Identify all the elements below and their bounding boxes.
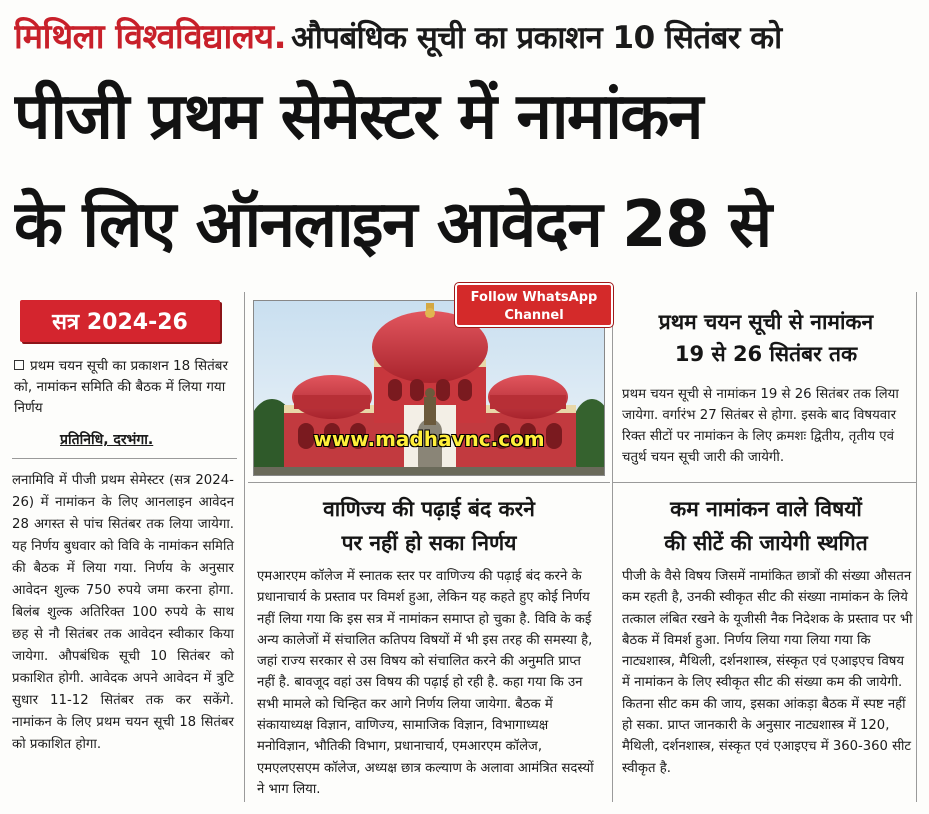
right-top-headline-line-1: प्रथम चयन सूची से नामांकन <box>658 310 874 334</box>
whatsapp-badge-line-1: Follow WhatsApp <box>470 290 598 305</box>
bullet-square-icon <box>14 360 24 370</box>
kicker-subline: औपबंधिक सूची का प्रकाशन 10 सितंबर को <box>291 20 782 56</box>
right-top-headline-line-2: 19 से 26 सितंबर तक <box>674 342 858 366</box>
headline-line-1: पीजी प्रथम सेमेस्टर में नामांकन <box>14 80 702 154</box>
column-divider <box>244 292 245 802</box>
middle-body: एमआरएम कॉलेज में स्नातक स्तर पर वाणिज्य की पढ़ाई बंद करने के प्रधानाचार्य के प्रस्ताव पर विमर्श हुआ, लेकिन यह कहते हुए कोई निर्णय नहीं लिया गया कि इस सत्र में नामांकन समाप्त हो चुका है. विवि के कई अन्य कालेजों में संचालित कतिपय विषयों में भी इस तरह की समस्या है, जहां राज्य सरकार से उस विषय को संचालित करने की अनुमति प्राप्त नहीं है. बावजूद वहां उस विषय की पढ़ाई हो रही है. कहा गया कि उन सभी मामले को चिन्हित कर आगे निर्णय लिया जायेगा. बैठक में संकायाध्यक्ष विज्ञान, वाणिज्य, सामाजिक विज्ञान, विभागाध्यक्ष मनोविज्ञान, भौतिकी विभाग, प्रधानाचार्य, एमआरएम कॉलेज, एमएलएसएम कॉलेज, अध्यक्ष छात्र कल्याण के अलावा आमंत्रित सदस्यों ने भाग लिया. <box>257 569 594 797</box>
highlight-brief <box>14 356 229 419</box>
whatsapp-badge-line-2: Channel <box>504 308 564 323</box>
main-story-body: लनामिवि में पीजी प्रथम सेमेस्टर (सत्र 2024-26) में नामांकन के लिए आनलाइन आवेदन 28 अगस्त से पांच सितंबर तक लिया जायेगा. यह निर्णय बुधवार को विवि के नामांकन समिति की बैठक में लिया गया. निर्णय के अनुसार आवेदन शुल्क 750 रुपये जमा करना होगा. बिलंब शुल्क अतिरिक्त 100 रुपये के साथ छह से नौ सितंबर तक आवेदन स्वीकार किया जायेगा. औपबंधिक सूची 10 सितंबर को प्रकाशित होगी. आवेदक अपने आवेदन में त्रुटि सुधार 11-12 सितंबर तक कर सकेंगे. नामांकन के लिए प्रथम चयन सूची 18 सितंबर को प्रकाशित होगा. <box>12 473 234 752</box>
section-divider <box>612 482 917 483</box>
website-watermark: www.madhavnc.com <box>313 427 545 451</box>
right-bottom-headline-line-1: कम नामांकन वाले विषयों <box>670 497 862 521</box>
kicker-university: मिथिला विश्वविद्यालय. <box>14 17 287 57</box>
byline: प्रतिनिधि, दरभंगा. <box>60 432 154 448</box>
kicker-line <box>14 12 914 72</box>
section-divider <box>248 482 610 483</box>
right-bottom-headline <box>618 492 914 560</box>
session-badge: सत्र 2024-26 <box>20 300 220 342</box>
middle-headline-line-1: वाणिज्य की पढ़ाई बंद करने <box>323 497 535 521</box>
middle-headline-line-2: पर नहीं हो सका निर्णय <box>341 531 517 555</box>
brief-text: प्रथम चयन सूची का प्रकाशन 18 सितंबर को, नामांकन समिति की बैठक में लिया गया निर्णय <box>14 358 229 416</box>
middle-headline <box>253 492 605 560</box>
right-top-body: प्रथम चयन सूची से नामांकन 19 से 26 सितंबर तक लिया जायेगा. वर्गारंभ 27 सितंबर से होगा. इसके बाद विषयवार रिक्त सीटों पर नामांकन के लिए क्रमशः द्वितीय, तृतीय एवं चतुर्थ चयन सूची जारी की जायेगी. <box>622 387 899 465</box>
right-bottom-headline-line-2: की सीटें की जायेगी स्थगित <box>664 531 868 555</box>
right-bottom-body: पीजी के वैसे विषय जिसमें नामांकित छात्रों की संख्या औसतन कम रहती है, उनकी स्वीकृत सीट की संख्या नामांकन के लिये तत्काल लंबित रखने के यूजीसी नैक निदेशक के प्रस्ताव पर भी बैठक में विमर्श हुआ. निर्णय लिया गया लिया गया कि नाट्यशास्त्र, मैथिली, दर्शनशास्त्र, संस्कृत एवं एआइएच विषय में नामांकन के लिए स्वीकृत सीट की संख्या कम की जायेगी. कितना सीट कम की जाय, इसका आंकड़ा बैठक में स्पष्ट नहीं हो सका. प्राप्त जानकारी के अनुसार नाट्यशास्त्र में 120, मैथिली, दर्शनशास्त्र, संस्कृत एवं एआइएच में 360-360 सीट स्वीकृत है. <box>622 569 913 776</box>
column-divider <box>916 292 917 802</box>
section-divider <box>12 458 237 459</box>
right-top-headline <box>618 306 914 370</box>
headline-line-2: के लिए ऑनलाइन आवेदन 28 से <box>14 188 771 262</box>
column-divider <box>612 292 613 802</box>
whatsapp-channel-badge[interactable] <box>455 283 613 327</box>
